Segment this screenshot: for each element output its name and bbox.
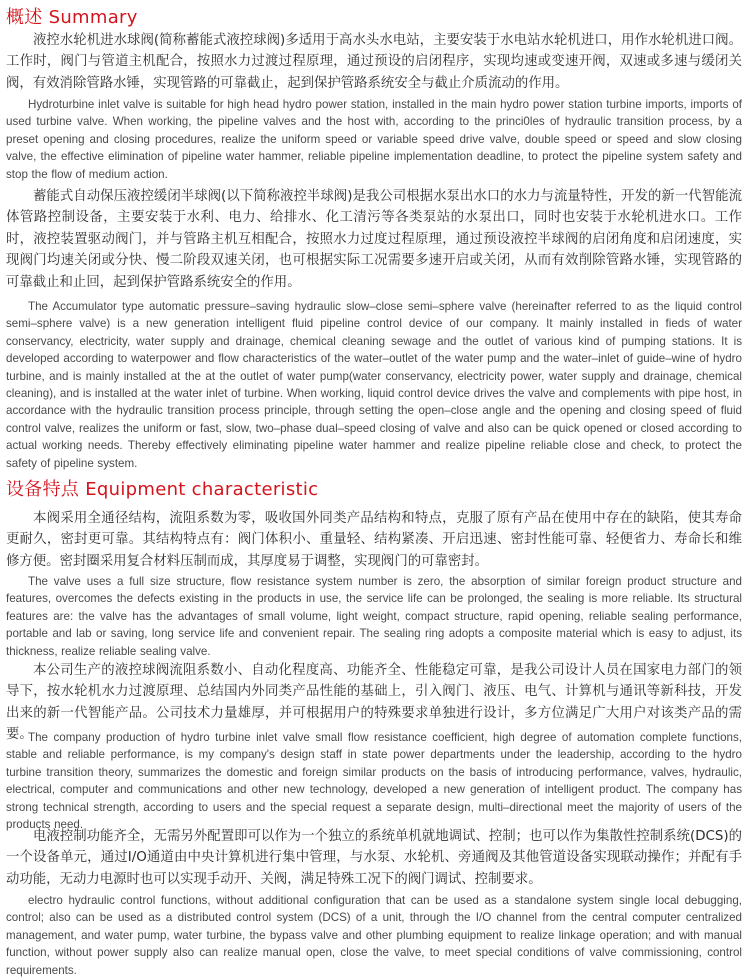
features-paragraph-3-en: electro hydraulic control functions, without additional configuration that can be used as a standalone system single local debugging, control; also can be used as a distributed control system (DCS) of a unit, through the I/O channel from the central computer centralized management, and water pump, water turbine, the bypass valve and other plumbing equipment to realize linkage operation; and with manual function, without power supply also can realize manual open, close the valve, to meet special conditions of valve commissioning, control requirements. bbox=[6, 894, 742, 977]
features-paragraph-2-cn: 本公司生产的液控球阀流阻系数小、自动化程度高、功能齐全、性能稳定可靠，是我公司设计人员在国家电力部门的领导下，按水轮机水力过渡原理、总结国内外同类产品性能的基础上，引入阀门、液压、电气、计算机与通讯等新科技，开发出来的新一代智能产品。公司技术力量雄厚，并可根据用户的特殊要求单独进行设计，多方位满足广大用户对该类产品的需要。 bbox=[6, 663, 742, 743]
features-paragraph-1-en: The valve uses a full size structure, flow resistance system number is zero, the absorption of similar foreign product structure and features, overcomes the defects existing in the products in use, the service life can be prolonged, the sealing is more reliable. Its structural features are: the valve has the advantages of small volume, light weight, compact structure, rapid opening, reliable sealing performance, portable and lab or saving, long service life and convenient repair. The sealing ring adopts a composite material which is easy to adjust, its thickness, realize reliable sealing valve. bbox=[6, 575, 742, 658]
features-paragraph-1-cn: 本阀采用全通径结构，流阻系数为零，吸收国外同类产品结构和特点，克服了原有产品在使用中存在的缺陷，使其寿命更耐久，密封更可靠。其结构特点有：阀门体积小、重量轻、结构紧凑、开启迅速、密封性能可靠、轻便省力、寿命长和维修方便。密封圈采用复合材料压制而成，其厚度易于调整，实现阀门的可靠密封。 bbox=[6, 511, 742, 569]
summary-paragraph-1-cn: 液控水轮机进水球阀(简称蓄能式液控球阀)多适用于高水头水电站，主要安装于水电站水轮机进口，用作水轮机进口阀。工作时，阀门与管道主机配合，按照水力过渡过程原理，通过预设的启闭程序，实现均速或变速开阀，双速或多速与缓闭关阀，有效消除管路水锤，实现管路的可靠截止，起到保护管路系统安全与截止介质流动的作用。 bbox=[6, 33, 742, 91]
features-heading: 设备特点 Equipment characteristic bbox=[6, 479, 319, 500]
features-paragraph-2-en: The company production of hydro turbine inlet valve small flow resistance coefficient, high degree of automation complete functions, stable and reliable performance, is my company's design staff in state power departments under the leadership, according to the hydro turbine transition theory, summarizes the domestic and foreign similar products on the basis of introducing performance, valves, hydraulic, electrical, computer and communications and other new technology, developed a new generation of intelligent product. The company has strong technical strength, according to users and the special request a separate design, multi–directional meet the majority of users of the products need. bbox=[6, 731, 742, 832]
summary-paragraph-1-en: Hydroturbine inlet valve is suitable for high head hydro power station, installed in the main hydro power station turbine imports, imports of used turbine valve. When working, the pipeline valves and the host with, according to the princi0les of hydraulic transition process, by a preset opening and closing procedures, realize the uniform speed or variable speed drive valve, double speed or speed and slow closing valve, the effective elimination of pipeline water hammer, reliable pipeline implementation deadline, to protect the pipeline system safety and stop the flow of medium action. bbox=[6, 98, 742, 181]
summary-heading: 概述 Summary bbox=[6, 7, 138, 28]
summary-paragraph-2-en: The Accumulator type automatic pressure–saving hydraulic slow–close semi–sphere valve (hereinafter referred to as the liquid control semi–sphere valve) is a new generation intelligent fluid pipeline control device of our company. It mainly installed in fieds of water conservancy, electricity, water supply and drainage, chemical cleaning sewage and the outlet of various kind of pumping stations. It is developed according to waterpower and flow characteristics of the water–outlet of the water pump and the water–inlet of guide–wine of hydro turbine, and is mainly installed at the at the outlet of water pump(water conservancy, electricity power, water supply and drainage, chemical cleaning), and is installed at the water inlet of turbine. When working, liquid control device drives the valve and complements with pipe host, in accordance with the hydraulic transition process principle, through setting the open–close angle and the opening and closing speed of fluid control valve, realizes the uniform or fast, slow, two–phase dual–speed closing of valve and also can be quick opened or closed according to actual working needs. Thereby effectively eliminating pipeline water hammer and realize pipeline reliable close and check, to protect the safety of pipeline system. bbox=[6, 300, 742, 470]
summary-paragraph-2-cn: 蓄能式自动保压液控缓闭半球阀(以下简称液控半球阀)是我公司根据水泵出水口的水力与流量特性，开发的新一代智能流体管路控制设备，主要安装于水利、电力、给排水、化工清污等各类泵站的水泵出口，同时也安装于水轮机进水口。工作时，液控装置驱动阀门，并与管路主机互相配合，按照水力过度过程原理，通过预设液控半球阀的启闭角度和启闭速度，实现阀门均速关闭或分快、慢二阶段双速关闭，也可根据实际工况需要多速开启或关闭，从而有效削除管路水锤，实现管路的可靠截止和止回，起到保护管路系统安全的作用。 bbox=[6, 189, 742, 290]
features-paragraph-3-cn: 电液控制功能齐全，无需另外配置即可以作为一个独立的系统单机就地调试、控制；也可以作为集散性控制系统(DCS)的一个设备单元，通过I/O通道由中央计算机进行集中管理，与水泵、水轮机、旁通阀及其他管道设备实现联动操作；并配有手动功能，无动力电源时也可以实现手动开、关阀，满足特殊工况下的阀门调试、控制要求。 bbox=[6, 829, 742, 887]
